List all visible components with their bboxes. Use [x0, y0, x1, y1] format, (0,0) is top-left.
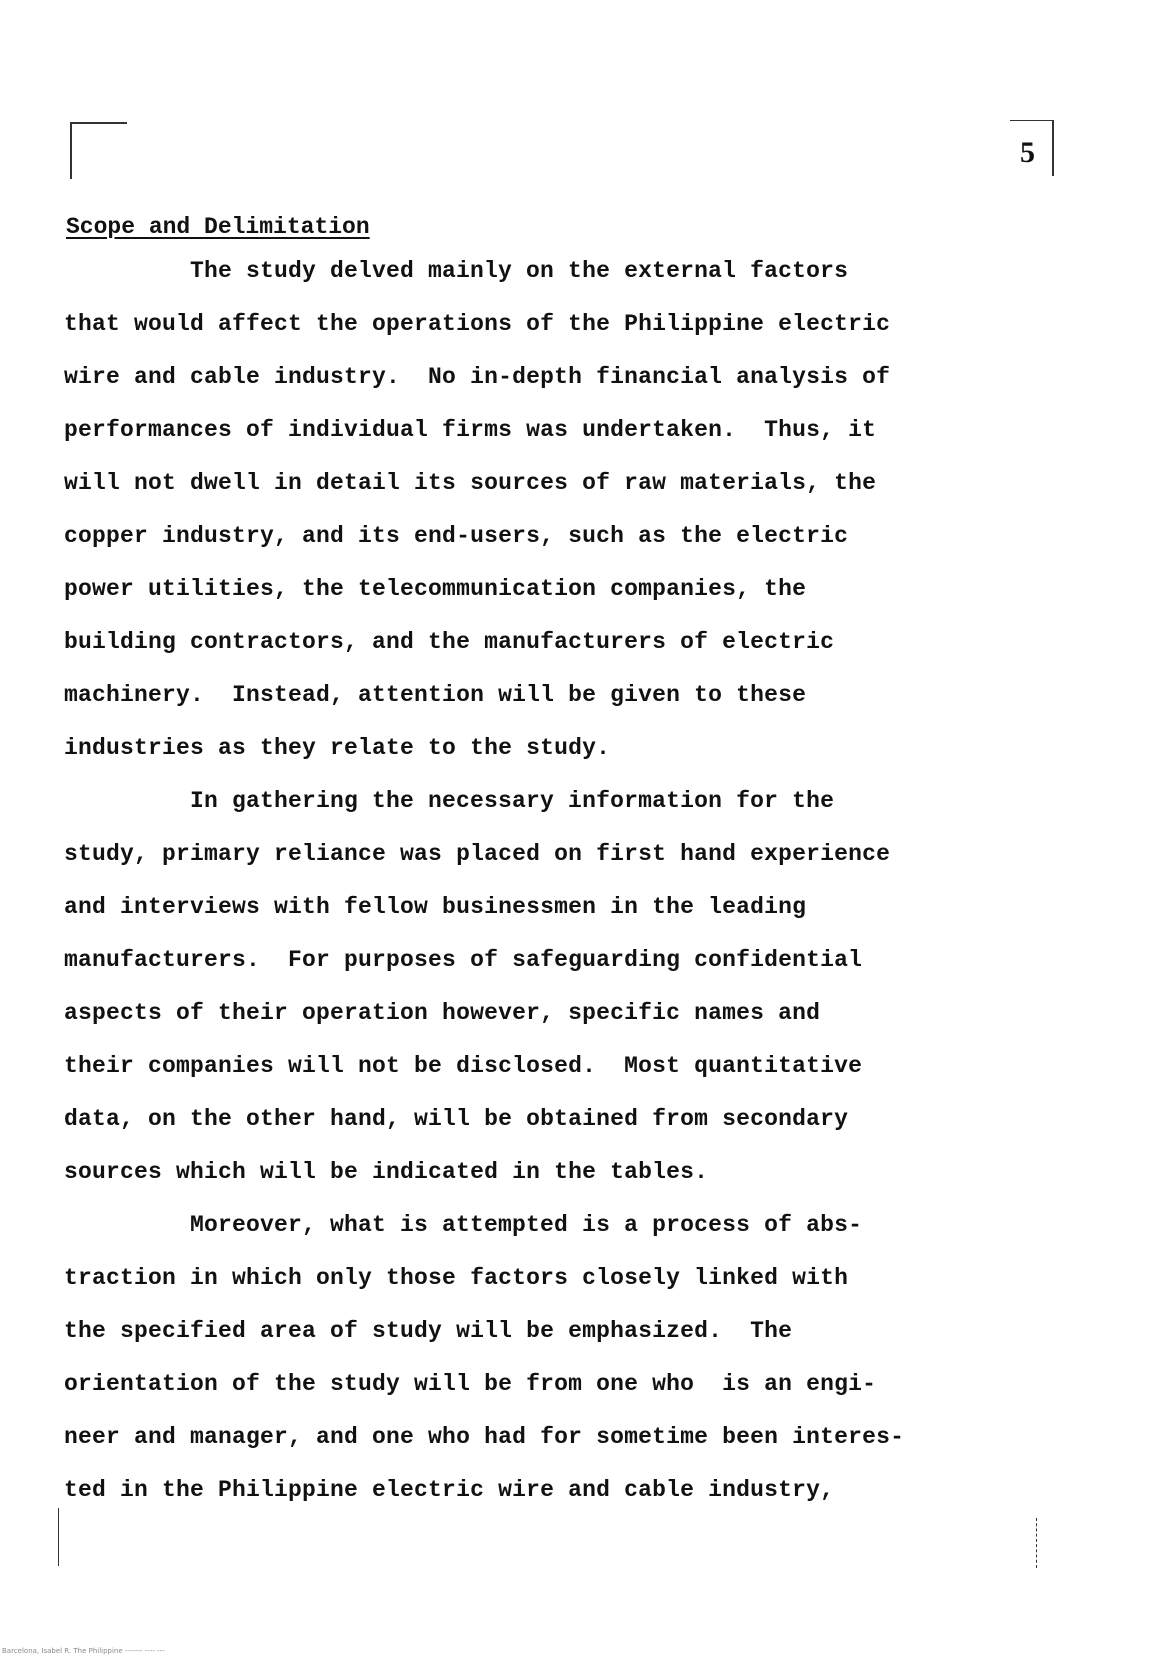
text-line: the specified area of study will be emphasized. The: [64, 1318, 793, 1344]
text-line: will not dwell in detail its sources of raw materials, the: [64, 470, 877, 496]
text-line: their companies will not be disclosed. Most quantitative: [64, 1053, 863, 1079]
text-line: In gathering the necessary information for the: [190, 788, 835, 814]
text-line: and interviews with fellow businessmen in the leading: [64, 894, 807, 920]
text-line: neer and manager, and one who had for sometime been interes-: [64, 1424, 905, 1450]
text-line: orientation of the study will be from one who is an engi-: [64, 1371, 877, 1397]
text-line: traction in which only those factors closely linked with: [64, 1265, 849, 1291]
text-line: power utilities, the telecommunication companies, the: [64, 576, 807, 602]
text-line: The study delved mainly on the external factors: [190, 258, 849, 284]
text-line: that would affect the operations of the Philippine electric: [64, 311, 891, 337]
crop-mark-bottom-left: [58, 1508, 65, 1566]
text-line: aspects of their operation however, specific names and: [64, 1000, 821, 1026]
text-line: ted in the Philippine electric wire and cable industry,: [64, 1477, 835, 1503]
text-line: Moreover, what is attempted is a process of abs-: [190, 1212, 863, 1238]
crop-mark-top-left: [70, 122, 127, 179]
text-line: industries as they relate to the study.: [64, 735, 611, 761]
text-line: building contractors, and the manufacturers of electric: [64, 629, 835, 655]
text-line: study, primary reliance was placed on first hand experience: [64, 841, 891, 867]
text-line: wire and cable industry. No in-depth financial analysis of: [64, 364, 891, 390]
text-line: data, on the other hand, will be obtained from secondary: [64, 1106, 849, 1132]
text-line: sources which will be indicated in the tables.: [64, 1159, 709, 1185]
text-line: manufacturers. For purposes of safeguarding confidential: [64, 947, 863, 973]
archive-stamp: Barcelona, Isabel R. The Philippine ------- ---- ---: [2, 1647, 165, 1655]
text-line: machinery. Instead, attention will be given to these: [64, 682, 807, 708]
page-number: 5: [1020, 136, 1035, 169]
text-line: copper industry, and its end-users, such as the electric: [64, 523, 849, 549]
crop-mark-bottom-right: [1032, 1518, 1037, 1568]
section-heading: Scope and Delimitation: [66, 214, 370, 240]
text-line: performances of individual firms was undertaken. Thus, it: [64, 417, 877, 443]
